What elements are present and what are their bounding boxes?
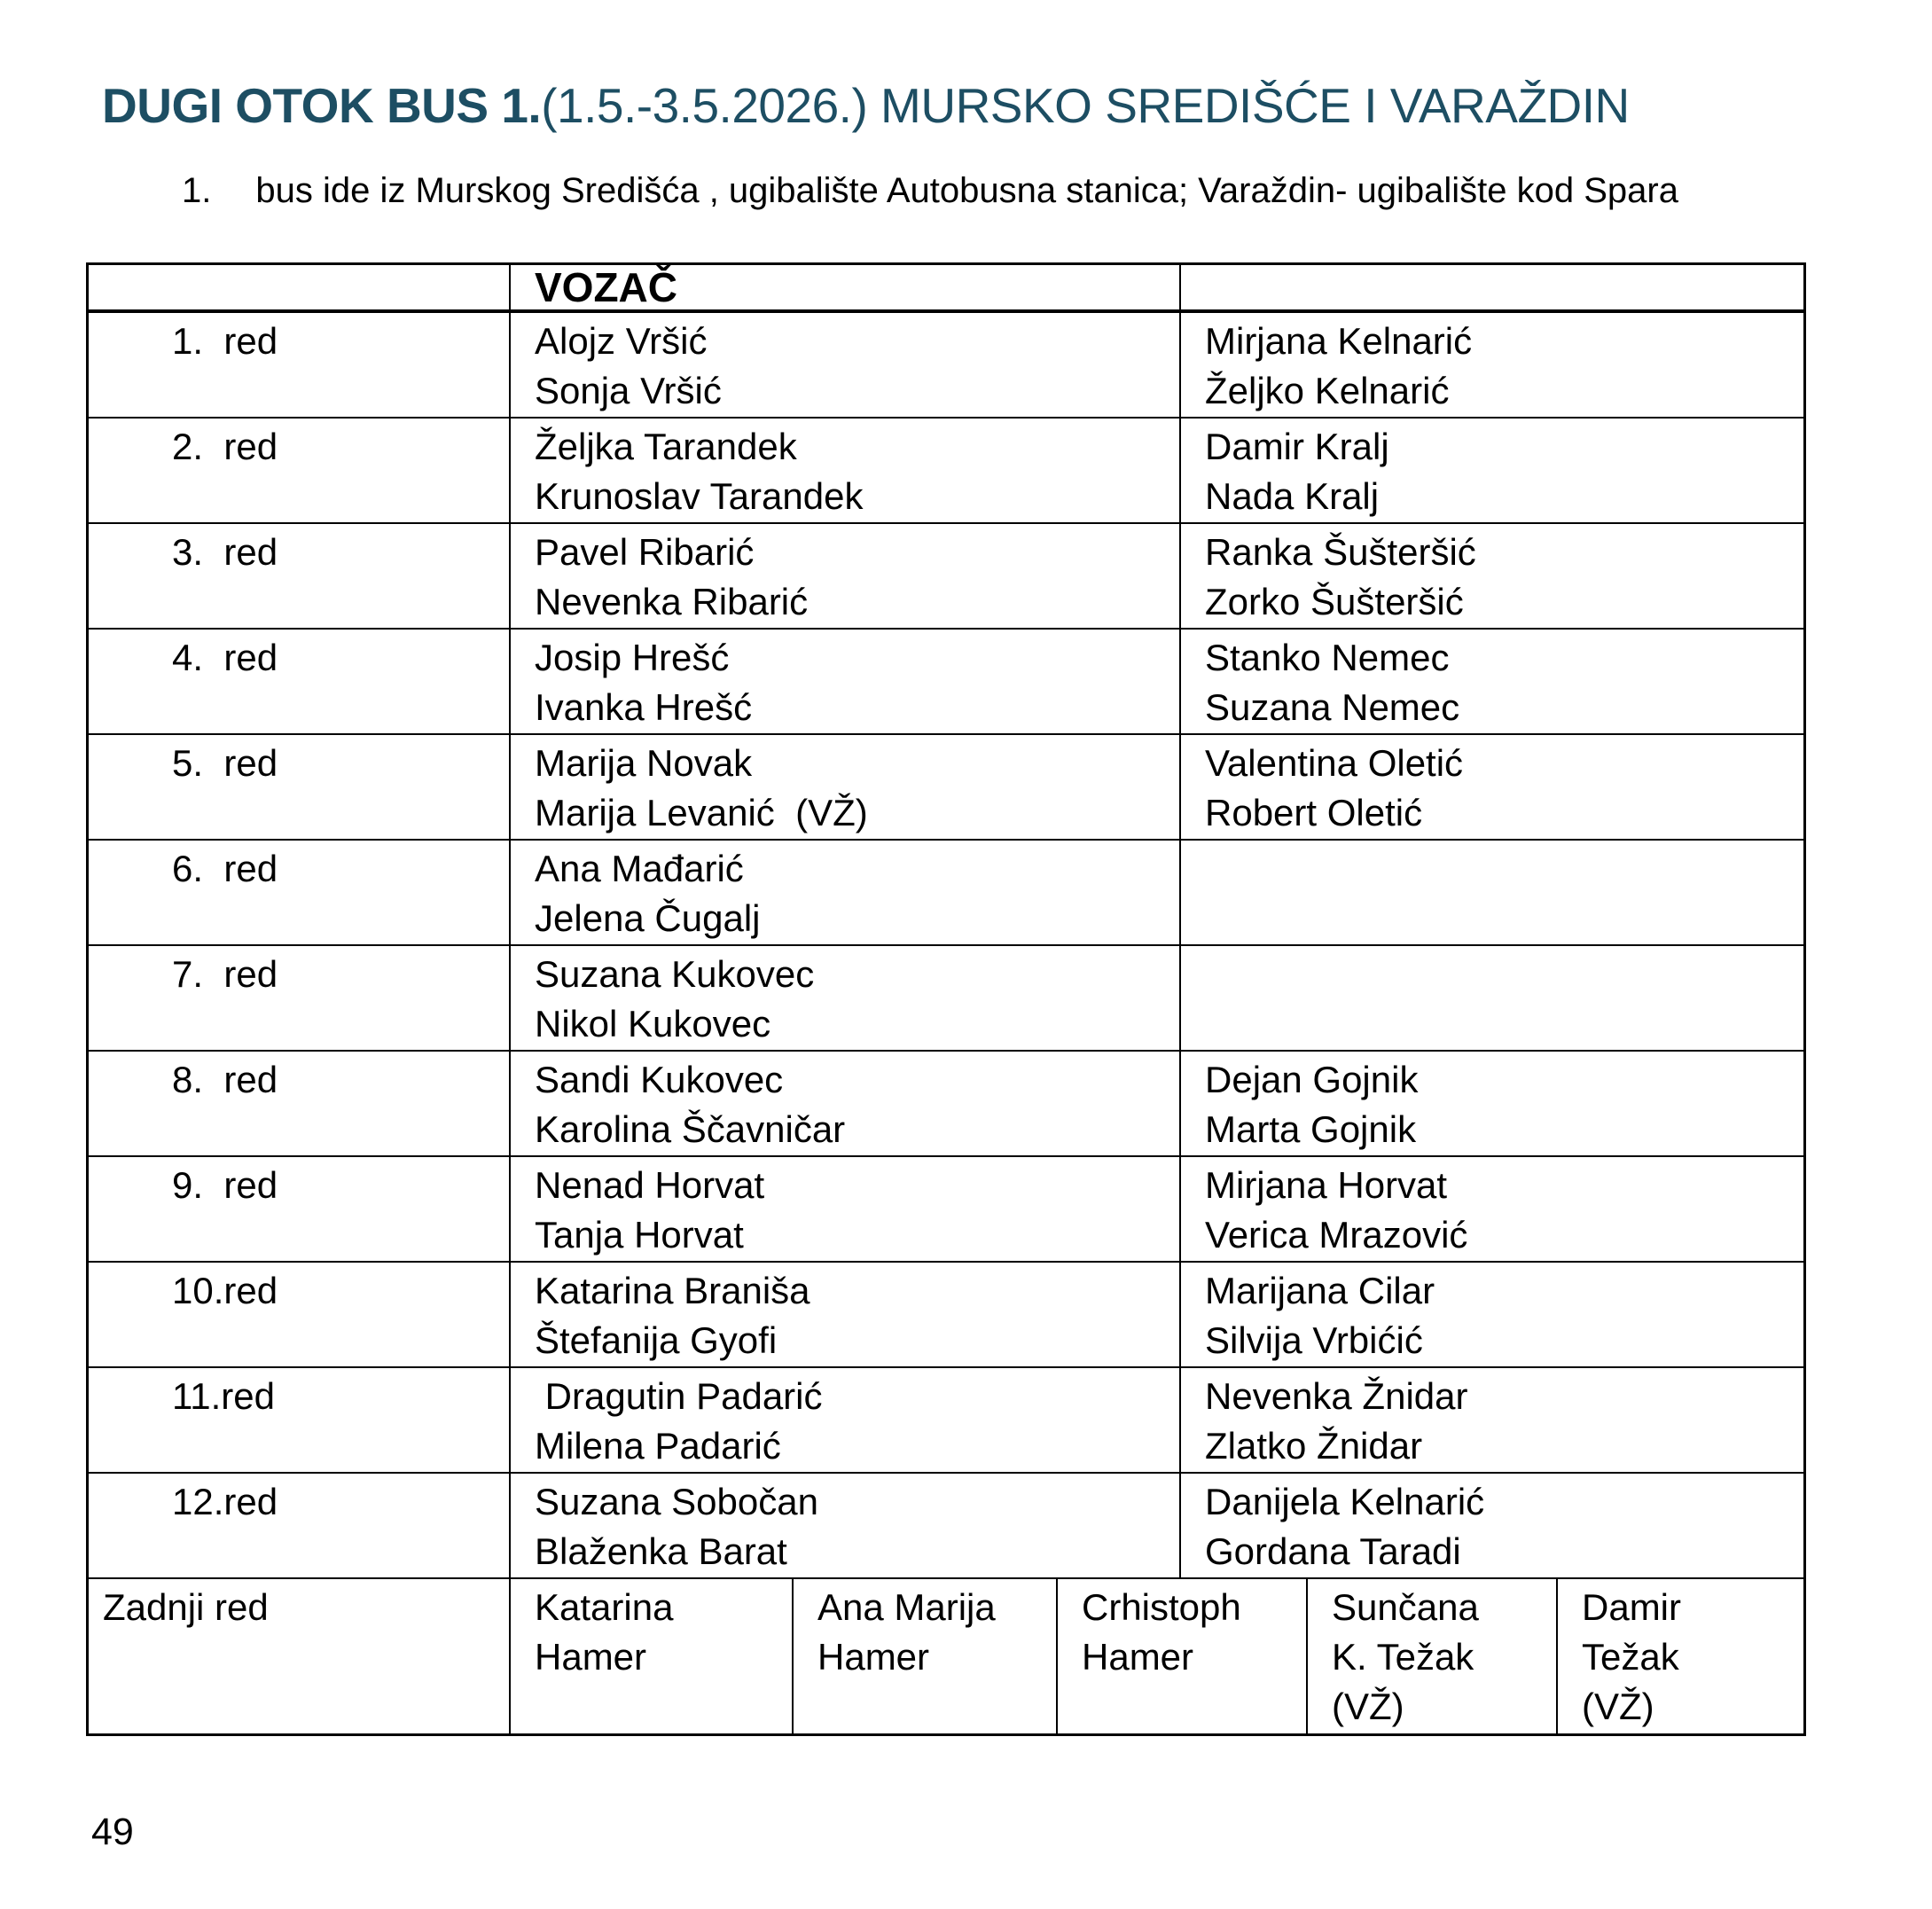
title-regular-part: (1.5.-3.5.2026.) MURSKO SREDIŠĆE I VARAŽDIN: [541, 78, 1630, 133]
name-line: Gordana Taradi: [1205, 1530, 1461, 1572]
name-line: Sunčana: [1332, 1586, 1479, 1628]
row-label-cell: 12.red: [89, 1474, 511, 1579]
left-names-cell: [511, 1263, 1181, 1368]
left-names-cell: [511, 1052, 1181, 1157]
name-line: Mirjana Kelnarić: [1205, 320, 1473, 362]
header-empty-left-cell: [89, 265, 511, 313]
name-line: Nevenka Ribarić: [535, 581, 809, 622]
left-names-cell: [511, 524, 1181, 630]
right-names-cell: [1181, 1157, 1803, 1263]
header-vozac-cell: VOZAČ: [511, 265, 1181, 313]
left-names-cell: [511, 419, 1181, 524]
name-line: Nenad Horvat: [535, 1164, 765, 1206]
name-line: Tanja Horvat: [535, 1214, 744, 1256]
row-label-cell: 10.red: [89, 1263, 511, 1368]
left-names-cell: [511, 841, 1181, 946]
name-line: (VŽ): [1582, 1686, 1654, 1727]
name-line: Ana Mađarić: [535, 848, 744, 889]
left-names-cell: [511, 1474, 1181, 1579]
note-line: [182, 170, 1678, 211]
last-row-seat-cell: [1308, 1579, 1558, 1733]
header-empty-right-cell: [1181, 265, 1803, 313]
name-line: Ivanka Hrešć: [535, 686, 753, 728]
name-line: Marijana Cilar: [1205, 1270, 1435, 1311]
right-names-cell: [1181, 1474, 1803, 1579]
left-names-cell: [511, 1157, 1181, 1263]
row-label-cell: 4. red: [89, 630, 511, 735]
row-label-cell: 8. red: [89, 1052, 511, 1157]
name-line: Pavel Ribarić: [535, 531, 755, 573]
name-line: Zorko Šušteršić: [1205, 581, 1464, 622]
right-names-cell: [1181, 841, 1803, 946]
name-line: Blaženka Barat: [535, 1530, 787, 1572]
name-line: Robert Oletić: [1205, 792, 1423, 833]
last-row-label-cell: Zadnji red: [89, 1579, 511, 1733]
name-line: Štefanija Gyofi: [535, 1319, 778, 1361]
name-line: Dragutin Padarić: [535, 1375, 823, 1417]
name-line: Mirjana Horvat: [1205, 1164, 1448, 1206]
name-line: Nikol Kukovec: [535, 1003, 771, 1044]
row-label-cell: 5. red: [89, 735, 511, 841]
name-line: Marta Gojnik: [1205, 1108, 1417, 1150]
name-line: Dejan Gojnik: [1205, 1059, 1419, 1100]
right-names-cell: [1181, 419, 1803, 524]
row-label-cell: 2. red: [89, 419, 511, 524]
left-names-cell: [511, 313, 1181, 419]
right-names-cell: [1181, 735, 1803, 841]
name-line: Crhistoph: [1082, 1586, 1241, 1628]
name-line: Verica Mrazović: [1205, 1214, 1468, 1256]
right-names-cell: [1181, 1052, 1803, 1157]
name-line: Alojz Vršić: [535, 320, 708, 362]
document-title: [102, 78, 1630, 133]
row-label-cell: 7. red: [89, 946, 511, 1052]
name-line: K. Težak: [1332, 1636, 1474, 1678]
name-line: Sandi Kukovec: [535, 1059, 784, 1100]
name-line: (VŽ): [1332, 1686, 1404, 1727]
name-line: Damir Kralj: [1205, 426, 1389, 467]
last-row-seat-cell: [1058, 1579, 1308, 1733]
name-line: Hamer: [817, 1636, 930, 1678]
last-row-seat-cell: [511, 1579, 794, 1733]
left-names-cell: [511, 1368, 1181, 1474]
name-line: Josip Hrešć: [535, 637, 730, 678]
right-names-cell: [1181, 630, 1803, 735]
name-line: Ana Marija: [817, 1586, 996, 1628]
name-line: Silvija Vrbićić: [1205, 1319, 1423, 1361]
note-text: bus ide iz Murskog Središća , ugibalište Autobusna stanica; Varaždin- ugibalište kod Spara: [255, 171, 1678, 210]
row-label-cell: 9. red: [89, 1157, 511, 1263]
right-names-cell: [1181, 946, 1803, 1052]
name-line: Marija Novak: [535, 742, 753, 784]
last-row-seat-cell: [1558, 1579, 1803, 1733]
left-names-cell: [511, 735, 1181, 841]
name-line: Težak: [1582, 1636, 1679, 1678]
name-line: Hamer: [535, 1636, 647, 1678]
name-line: Karolina Ščavničar: [535, 1108, 846, 1150]
row-label-cell: 1. red: [89, 313, 511, 419]
last-row-seat-cell: [794, 1579, 1058, 1733]
name-line: Krunoslav Tarandek: [535, 475, 864, 517]
name-line: Katarina: [535, 1586, 674, 1628]
right-names-cell: [1181, 524, 1803, 630]
name-line: Milena Padarić: [535, 1425, 781, 1467]
right-names-cell: [1181, 1263, 1803, 1368]
name-line: Danijela Kelnarić: [1205, 1481, 1485, 1522]
left-names-cell: [511, 946, 1181, 1052]
row-label-cell: 6. red: [89, 841, 511, 946]
note-number: 1.: [182, 171, 212, 210]
name-line: Željko Kelnarić: [1205, 370, 1450, 411]
name-line: Damir: [1582, 1586, 1681, 1628]
name-line: Suzana Sobočan: [535, 1481, 818, 1522]
row-label-cell: 3. red: [89, 524, 511, 630]
name-line: Zlatko Žnidar: [1205, 1425, 1423, 1467]
right-names-cell: [1181, 1368, 1803, 1474]
page-number: 49: [91, 1811, 134, 1853]
seating-table: [86, 262, 1806, 1736]
name-line: Sonja Vršić: [535, 370, 722, 411]
left-names-cell: [511, 630, 1181, 735]
name-line: Valentina Oletić: [1205, 742, 1464, 784]
name-line: Željka Tarandek: [535, 426, 797, 467]
name-line: Ranka Šušteršić: [1205, 531, 1476, 573]
title-bold-part: DUGI OTOK BUS 1.: [102, 78, 542, 133]
name-line: Suzana Nemec: [1205, 686, 1460, 728]
row-label-cell: 11.red: [89, 1368, 511, 1474]
name-line: Marija Levanić (VŽ): [535, 792, 868, 833]
name-line: Katarina Braniša: [535, 1270, 810, 1311]
name-line: Jelena Čugalj: [535, 897, 761, 939]
right-names-cell: [1181, 313, 1803, 419]
name-line: Suzana Kukovec: [535, 953, 815, 995]
name-line: Nevenka Žnidar: [1205, 1375, 1468, 1417]
name-line: Nada Kralj: [1205, 475, 1380, 517]
name-line: Stanko Nemec: [1205, 637, 1450, 678]
name-line: Hamer: [1082, 1636, 1194, 1678]
